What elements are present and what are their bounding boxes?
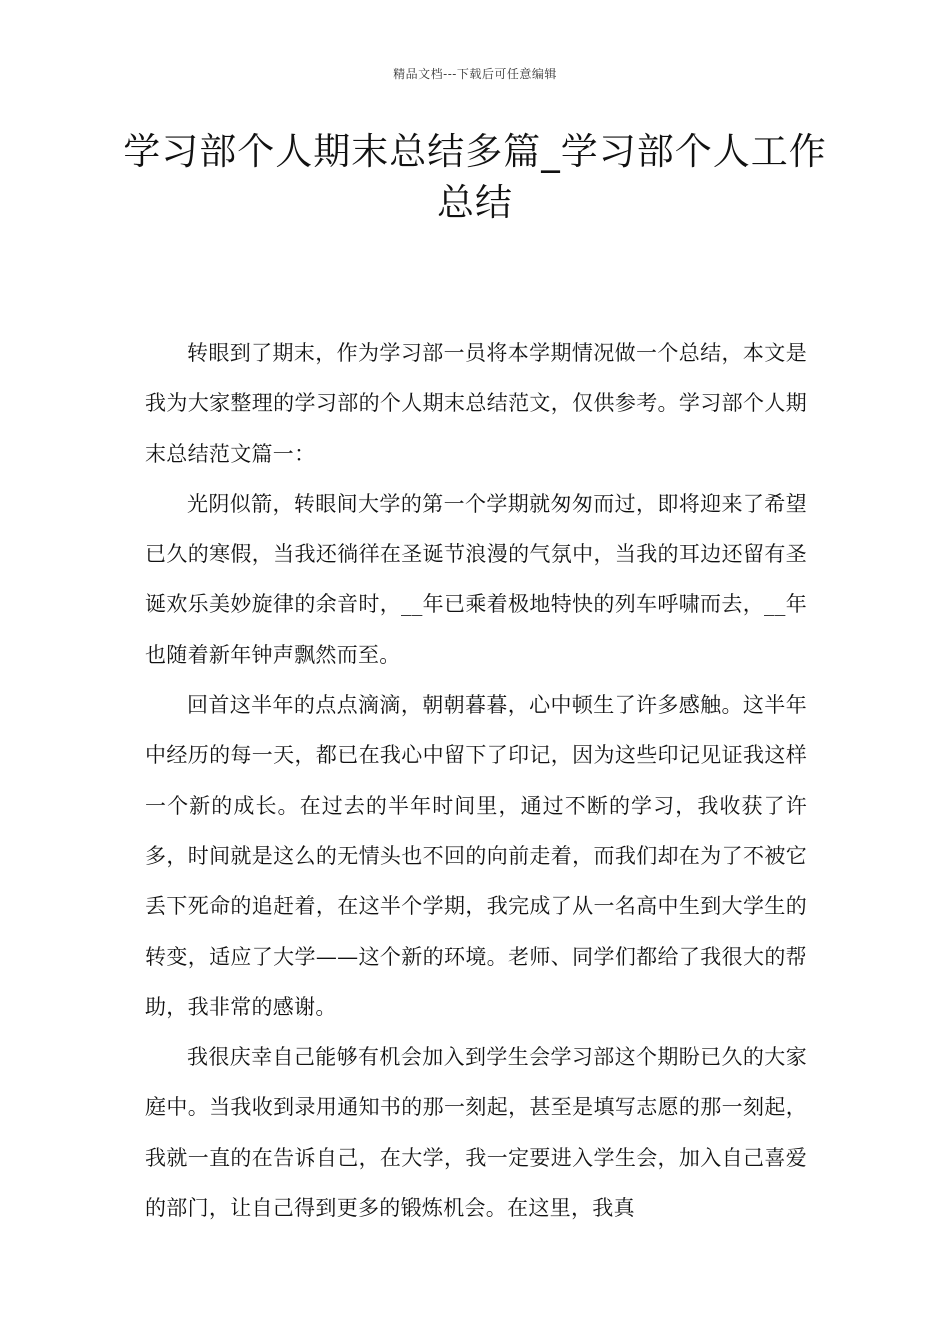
header-note: 精品文档---下载后可任意编辑 xyxy=(393,67,557,81)
document-body xyxy=(145,328,807,1233)
paragraph-4: 我很庆幸自己能够有机会加入到学生会学习部这个期盼已久的大家庭中。当我收到录用通知书的那一刻起，甚至是填写志愿的那一刻起，我就一直的在告诉自己，在大学，我一定要进入学生会，加入自己喜爱的部门，让自己得到更多的锻炼机会。在这里，我真 xyxy=(145,1045,807,1221)
paragraph-1: 转眼到了期末，作为学习部一员将本学期情况做一个总结，本文是我为大家整理的学习部的个人期末总结范文，仅供参考。学习部个人期末总结范文篇一： xyxy=(145,341,807,466)
document-title: 学习部个人期末总结多篇_学习部个人工作总结 xyxy=(123,130,827,224)
paragraph-2: 光阴似箭，转眼间大学的第一个学期就匆匆而过，即将迎来了希望已久的寒假，当我还徜徉在圣诞节浪漫的气氛中，当我的耳边还留有圣诞欢乐美妙旋律的余音时，__年已乘着极地特快的列车呼啸而去，__年也随着新年钟声飘然而至。 xyxy=(145,491,807,667)
paragraph-3: 回首这半年的点点滴滴，朝朝暮暮，心中顿生了许多感触。这半年中经历的每一天，都已在我心中留下了印记，因为这些印记见证我这样一个新的成长。在过去的半年时间里，通过不断的学习，我收获了许多，时间就是这么的无情头也不回的向前走着，而我们却在为了不被它丢下死命的追赶着，在这半个学期，我完成了从一名高中生到大学生的转变，适应了大学——这个新的环境。老师、同学们都给了我很大的帮助，我非常的感谢。 xyxy=(145,693,807,1019)
